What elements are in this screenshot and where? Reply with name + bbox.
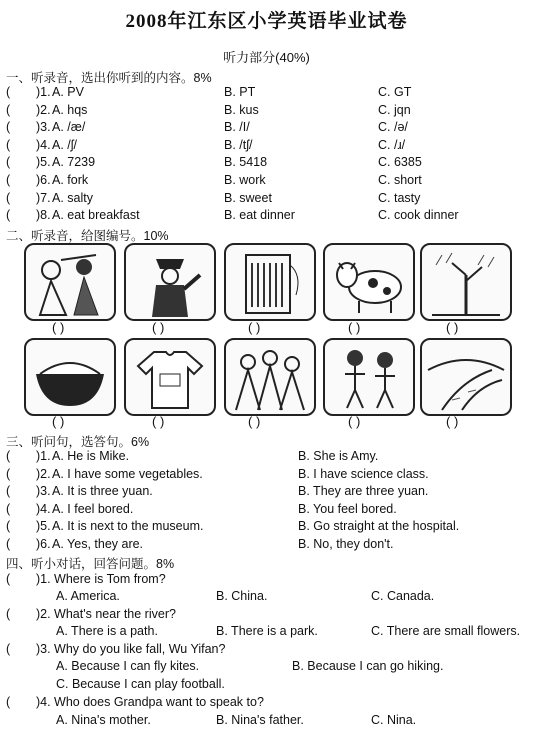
option-b: B. /I/ — [224, 120, 250, 135]
option-b: B. sweet — [224, 190, 272, 205]
answer-blank[interactable]: ( ) — [152, 414, 165, 429]
listening-subtitle: 听力部分(40%) — [223, 50, 310, 65]
option-c: C. GT — [378, 85, 412, 99]
options-row — [6, 589, 531, 606]
option-a: A. Nina's mother. — [56, 713, 151, 727]
question-number: )2. — [36, 466, 51, 481]
option-b: B. China. — [216, 589, 268, 603]
option-b: B. PT — [224, 85, 256, 99]
question-number: )6. — [36, 537, 51, 551]
river-icon — [420, 338, 512, 416]
option-a: A. It is next to the museum. — [52, 519, 204, 534]
question-row — [6, 208, 531, 225]
section4-heading: 四、听小对话，回答问题。8% — [6, 557, 175, 571]
answer-blank[interactable]: ( ) — [348, 320, 361, 335]
option-b: B. 5418 — [224, 155, 268, 170]
question-number: )3. — [36, 120, 51, 135]
option-a: A. salty — [52, 190, 93, 205]
option-a: A. Because I can fly kites. — [56, 659, 200, 673]
option-a: A. /æ/ — [52, 120, 86, 135]
rice-bowl-icon — [24, 338, 116, 416]
option-b: B. There is a park. — [216, 624, 318, 638]
option-c: C. jqn — [378, 102, 411, 117]
question-row — [6, 502, 531, 519]
option-a: A. /ʃ/ — [52, 137, 78, 152]
question-number: )1. — [36, 85, 51, 99]
question-text: )2. What's near the river? — [36, 607, 176, 621]
option-c: C. short — [378, 173, 422, 187]
question-row — [6, 519, 531, 536]
answer-paren[interactable]: ( — [6, 137, 11, 152]
section2-heading: 二、听录音，给图编号。10% — [6, 229, 169, 243]
question-number: )3. — [36, 484, 51, 499]
question-text: )3. Why do you like fall, Wu Yifan? — [36, 642, 226, 656]
answer-paren[interactable]: ( — [6, 208, 11, 223]
option-b: B. You feel bored. — [298, 501, 397, 516]
answer-paren[interactable]: ( — [6, 537, 11, 551]
options-row — [6, 713, 531, 730]
answer-paren[interactable]: ( — [6, 695, 11, 709]
option-b: B. They are three yuan. — [298, 484, 429, 499]
option-a: A. fork — [52, 173, 89, 187]
answer-paren[interactable]: ( — [6, 155, 11, 170]
question-row — [6, 103, 531, 120]
option-b: B. kus — [224, 102, 259, 117]
question-number: )4. — [36, 137, 51, 152]
answer-blank[interactable]: ( ) — [446, 320, 459, 335]
t-shirt-icon — [124, 338, 216, 416]
group-scene-icon — [224, 338, 316, 416]
answer-paren[interactable]: ( — [6, 466, 11, 481]
answer-blank[interactable]: ( ) — [348, 414, 361, 429]
answer-paren[interactable]: ( — [6, 102, 11, 117]
answer-blank[interactable]: ( ) — [248, 414, 261, 429]
options-row — [6, 624, 531, 641]
option-c: C. Because I can play football. — [56, 677, 225, 691]
question-number: )1. — [36, 449, 51, 463]
heater-icon — [224, 243, 316, 321]
option-b: B. I have science class. — [298, 466, 429, 481]
question-row — [6, 607, 531, 624]
answer-paren[interactable]: ( — [6, 572, 11, 586]
question-row — [6, 85, 531, 102]
question-row — [6, 572, 531, 589]
question-row — [6, 120, 531, 137]
answer-paren[interactable]: ( — [6, 449, 11, 463]
question-number: )5. — [36, 519, 51, 534]
answer-paren[interactable]: ( — [6, 484, 11, 499]
option-a: A. Yes, they are. — [52, 537, 144, 551]
option-a: A. He is Mike. — [52, 449, 130, 463]
option-a: A. There is a path. — [56, 624, 158, 638]
option-a: A. hqs — [52, 102, 88, 117]
question-row — [6, 642, 531, 659]
answer-paren[interactable]: ( — [6, 120, 11, 135]
rain-tree-icon — [420, 243, 512, 321]
page-title: 2008年江东区小学英语毕业试卷 — [125, 11, 408, 32]
question-row — [6, 484, 531, 501]
question-row — [6, 467, 531, 484]
answer-paren[interactable]: ( — [6, 501, 11, 516]
answer-blank[interactable]: ( ) — [446, 414, 459, 429]
answer-paren[interactable]: ( — [6, 642, 11, 656]
option-a: A. America. — [56, 589, 120, 603]
answer-blank[interactable]: ( ) — [52, 320, 65, 335]
question-number: )6. — [36, 173, 51, 187]
question-number: )8. — [36, 208, 51, 223]
option-c: C. tasty — [378, 190, 421, 205]
answer-paren[interactable]: ( — [6, 190, 11, 205]
option-a: A. I have some vegetables. — [52, 466, 203, 481]
option-b: B. Nina's father. — [216, 713, 304, 727]
option-c: C. /ə/ — [378, 120, 408, 135]
section1-heading: 一、听录音，选出你听到的内容。8% — [6, 71, 212, 85]
question-row — [6, 537, 531, 554]
option-a: A. It is three yuan. — [52, 484, 153, 499]
kids-icon — [323, 338, 415, 416]
option-a: A. eat breakfast — [52, 208, 140, 223]
option-b: B. Because I can go hiking. — [292, 659, 444, 673]
options-row — [6, 659, 531, 676]
answer-paren[interactable]: ( — [6, 519, 11, 534]
option-b: B. She is Amy. — [298, 449, 379, 463]
option-b: B. /tʃ/ — [224, 137, 253, 152]
option-b: B. work — [224, 173, 266, 187]
answer-blank[interactable]: ( ) — [248, 320, 261, 335]
option-b: B. No, they don't. — [298, 537, 394, 551]
answer-blank[interactable]: ( ) — [152, 320, 165, 335]
question-row — [6, 138, 531, 155]
answer-paren[interactable]: ( — [6, 173, 11, 187]
question-number: )4. — [36, 501, 51, 516]
option-c: C. Canada. — [371, 589, 435, 603]
option-a: A. 7239 — [52, 155, 96, 170]
answer-blank[interactable]: ( ) — [52, 414, 65, 429]
answer-paren[interactable]: ( — [6, 607, 11, 621]
option-c: C. cook dinner — [378, 208, 459, 223]
question-text: )1. Where is Tom from? — [36, 572, 166, 586]
question-row — [6, 449, 531, 466]
options-row — [6, 677, 531, 694]
question-number: )7. — [36, 190, 51, 205]
option-c: C. /ɹ/ — [378, 137, 406, 152]
question-number: )5. — [36, 155, 51, 170]
question-row — [6, 155, 531, 172]
answer-paren[interactable]: ( — [6, 85, 11, 99]
option-c: C. There are small flowers. — [371, 624, 521, 638]
people-scene-icon — [24, 243, 116, 321]
option-b: B. eat dinner — [224, 208, 295, 223]
option-c: C. Nina. — [371, 713, 417, 727]
option-a: A. I feel bored. — [52, 501, 134, 516]
question-row — [6, 191, 531, 208]
question-text: )4. Who does Grandpa want to speak to? — [36, 695, 264, 709]
section3-heading: 三、听问句，选答句。6% — [6, 435, 150, 449]
option-c: C. 6385 — [378, 155, 422, 170]
cow-icon — [323, 243, 415, 321]
question-row — [6, 695, 531, 712]
option-b: B. Go straight at the hospital. — [298, 519, 460, 534]
question-number: )2. — [36, 102, 51, 117]
option-a: A. PV — [52, 85, 84, 99]
police-officer-icon — [124, 243, 216, 321]
question-row — [6, 173, 531, 190]
